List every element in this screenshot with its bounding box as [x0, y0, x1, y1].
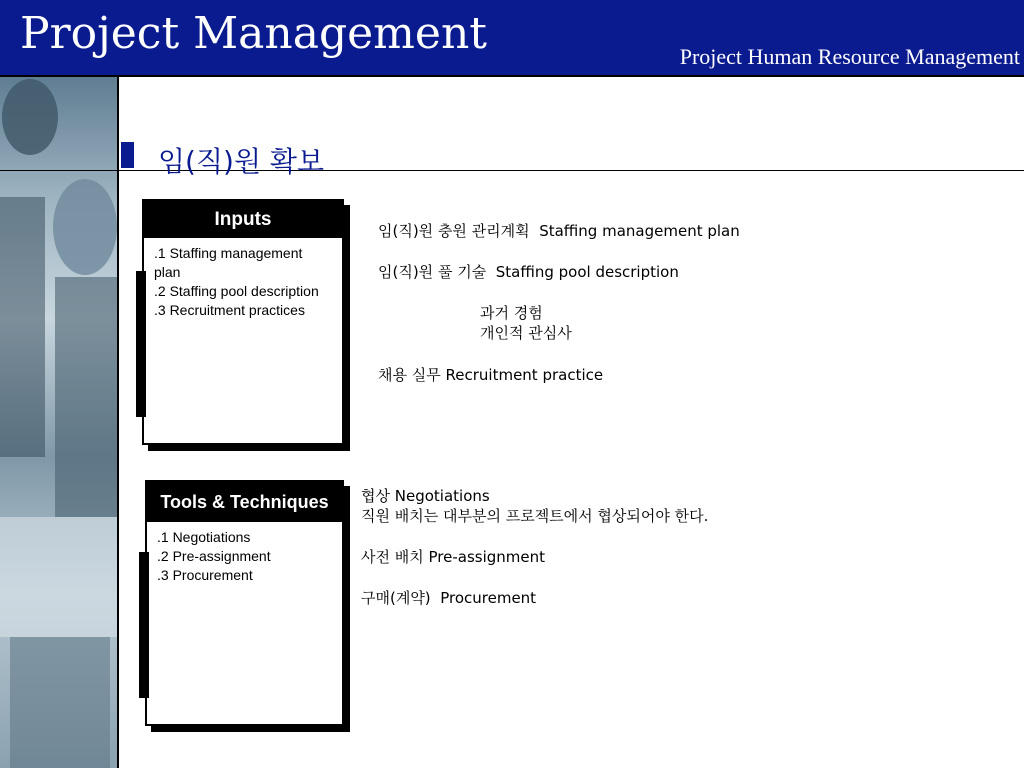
page-title: Project Management	[20, 8, 487, 59]
tools-list	[147, 522, 342, 591]
list-item: .3 Procurement	[157, 567, 253, 583]
staffing-plan-line	[378, 220, 740, 241]
preassign-ko: 사전 배치	[361, 548, 424, 566]
preassign-en: Pre-assignment	[428, 548, 546, 566]
inputs-list	[144, 238, 342, 326]
recruit-ko: 채용 실무	[378, 366, 441, 384]
card-tab	[136, 271, 146, 417]
pool-sub1: 과거 경험	[480, 304, 543, 322]
preassign-line	[361, 546, 545, 567]
section-marker	[121, 142, 134, 168]
pool-line	[378, 261, 679, 282]
negotiation-ko: 협상	[361, 487, 390, 505]
recruit-en: Recruitment practice	[445, 366, 604, 384]
list-item: .3 Recruitment practices	[154, 302, 305, 318]
list-item: .2 Pre-assignment	[157, 548, 271, 564]
negotiation-note: 직원 배치는 대부분의 프로젝트에서 협상되어야 한다.	[361, 507, 709, 525]
card-tab	[139, 552, 149, 698]
side-photo	[0, 77, 119, 768]
page-subtitle: Project Human Resource Management	[679, 44, 1020, 69]
staffing-plan-ko: 임(직)원 충원 관리계획	[378, 222, 530, 240]
tools-heading: Tools & Techniques	[147, 482, 342, 522]
section-title: 임(직)원 확보	[158, 145, 324, 178]
procurement-line	[361, 587, 536, 608]
inputs-heading: Inputs	[144, 201, 342, 238]
list-item: .1 Negotiations	[157, 529, 251, 545]
inputs-card	[142, 199, 344, 445]
list-item: .1 Staffing management plan	[154, 245, 303, 280]
staffing-plan-en: Staffing management plan	[539, 222, 740, 240]
negotiation-line	[361, 485, 490, 506]
procurement-en: Procurement	[440, 589, 537, 607]
business-people-image	[0, 77, 119, 768]
pool-en: Staffing pool description	[495, 263, 679, 281]
pool-sub2: 개인적 관심사	[480, 324, 572, 342]
list-item: .2 Staffing pool description	[154, 283, 319, 299]
negotiation-en: Negotiations	[394, 487, 490, 505]
header-bar	[0, 0, 1024, 77]
pool-ko: 임(직)원 풀 기술	[378, 263, 487, 281]
recruit-line	[378, 364, 603, 385]
divider-line	[0, 170, 1024, 171]
tools-card	[145, 480, 344, 726]
procurement-ko: 구매(계약)	[361, 589, 431, 607]
